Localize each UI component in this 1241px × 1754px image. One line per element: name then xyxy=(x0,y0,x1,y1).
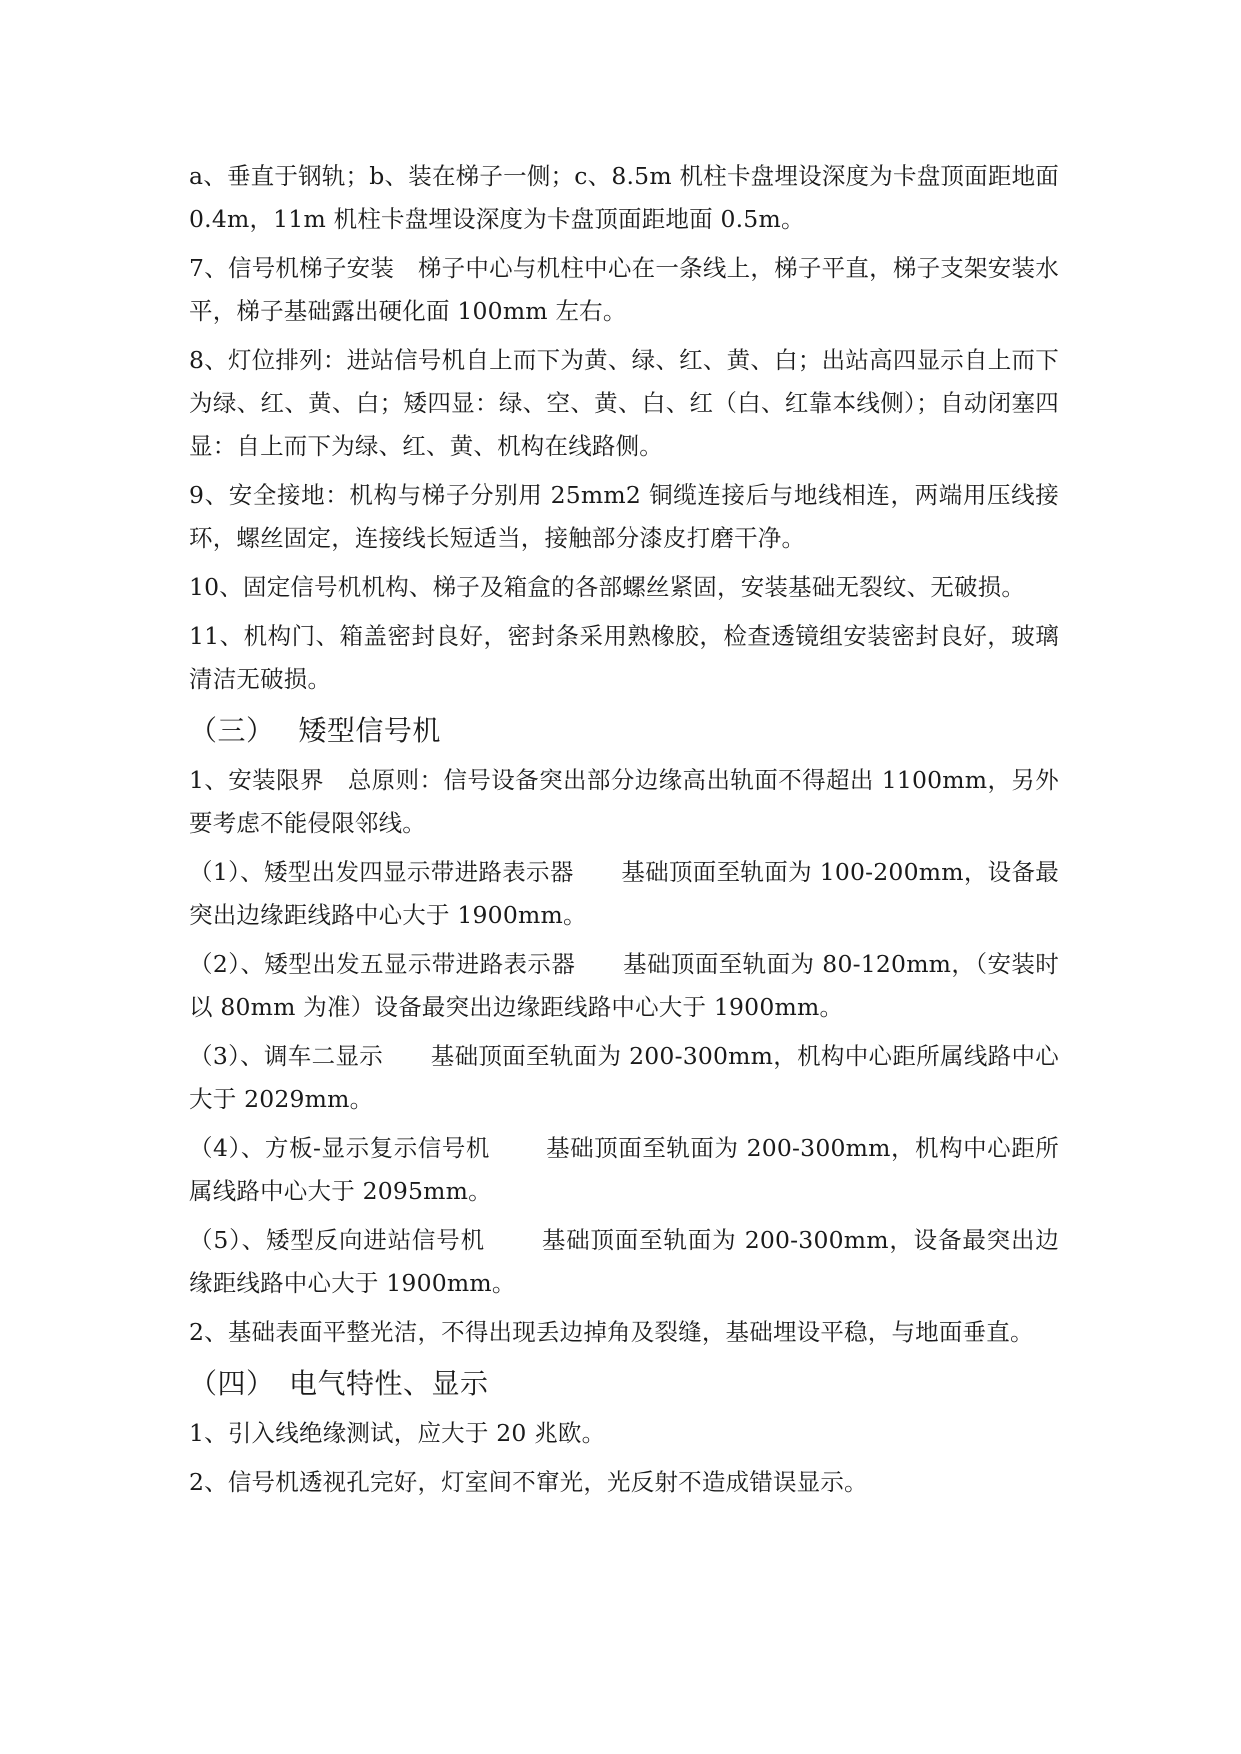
paragraph-item-9: 9、安全接地：机构与梯子分别用 25mm2 铜缆连接后与地线相连，两端用压线接环，螺丝固定，连接线长短适当，接触部分漆皮打磨干净。 xyxy=(189,481,1059,552)
paragraph-item-8: 8、灯位排列：进站信号机自上而下为黄、绿、红、黄、白；出站高四显示自上而下为绿、红、黄、白；矮四显：绿、空、黄、白、红（白、红靠本线侧）；自动闭塞四显：自上而下为绿、红、黄、机构在线路侧。 xyxy=(189,346,1059,460)
paragraph-section4-item-1: 1、引入线绝缘测试，应大于 20 兆欧。 xyxy=(189,1419,606,1447)
paragraph-section3-sub-1: （1）、矮型出发四显示带进路表示器 基础顶面至轨面为 100-200mm，设备最突出边缘距线路中心大于 1900mm。 xyxy=(189,858,1059,929)
paragraph-section3-sub-3: （3）、调车二显示 基础顶面至轨面为 200-300mm，机构中心距所属线路中心大于 2029mm。 xyxy=(189,1042,1059,1113)
paragraph-section4-item-2: 2、信号机透视孔完好，灯室间不窜光，光反射不造成错误显示。 xyxy=(189,1468,868,1496)
section-heading-4: （四） 电气特性、显示 xyxy=(189,1367,489,1400)
section-heading-3: （三） 矮型信号机 xyxy=(189,714,441,747)
paragraph-item-11: 11、机构门、箱盖密封良好，密封条采用熟橡胶，检查透镜组安装密封良好，玻璃清洁无破损。 xyxy=(189,622,1059,693)
paragraph-section3-item-2: 2、基础表面平整光洁，不得出现丢边掉角及裂缝，基础埋设平稳，与地面垂直。 xyxy=(189,1318,1034,1346)
document-body xyxy=(189,155,1059,1504)
paragraph-item-10: 10、固定信号机机构、梯子及箱盒的各部螺丝紧固，安装基础无裂纹、无破损。 xyxy=(189,573,1026,601)
paragraph-section3-sub-2: （2）、矮型出发五显示带进路表示器 基础顶面至轨面为 80-120mm，（安装时以 80mm 为准）设备最突出边缘距线路中心大于 1900mm。 xyxy=(189,950,1059,1021)
paragraph-clause-a-c: a、垂直于钢轨；b、装在梯子一侧；c、8.5m 机柱卡盘埋设深度为卡盘顶面距地面 0.4m，11m 机柱卡盘埋设深度为卡盘顶面距地面 0.5m。 xyxy=(189,162,1059,233)
paragraph-section3-sub-4: （4）、方板-显示复示信号机 基础顶面至轨面为 200-300mm，机构中心距所属线路中心大于 2095mm。 xyxy=(189,1134,1059,1205)
paragraph-section3-sub-5: （5）、矮型反向进站信号机 基础顶面至轨面为 200-300mm，设备最突出边缘距线路中心大于 1900mm。 xyxy=(189,1226,1059,1297)
paragraph-item-7: 7、信号机梯子安装 梯子中心与机柱中心在一条线上，梯子平直，梯子支架安装水平，梯子基础露出硬化面 100mm 左右。 xyxy=(189,254,1059,325)
paragraph-section3-item-1: 1、安装限界 总原则：信号设备突出部分边缘高出轨面不得超出 1100mm，另外要考虑不能侵限邻线。 xyxy=(189,766,1059,837)
